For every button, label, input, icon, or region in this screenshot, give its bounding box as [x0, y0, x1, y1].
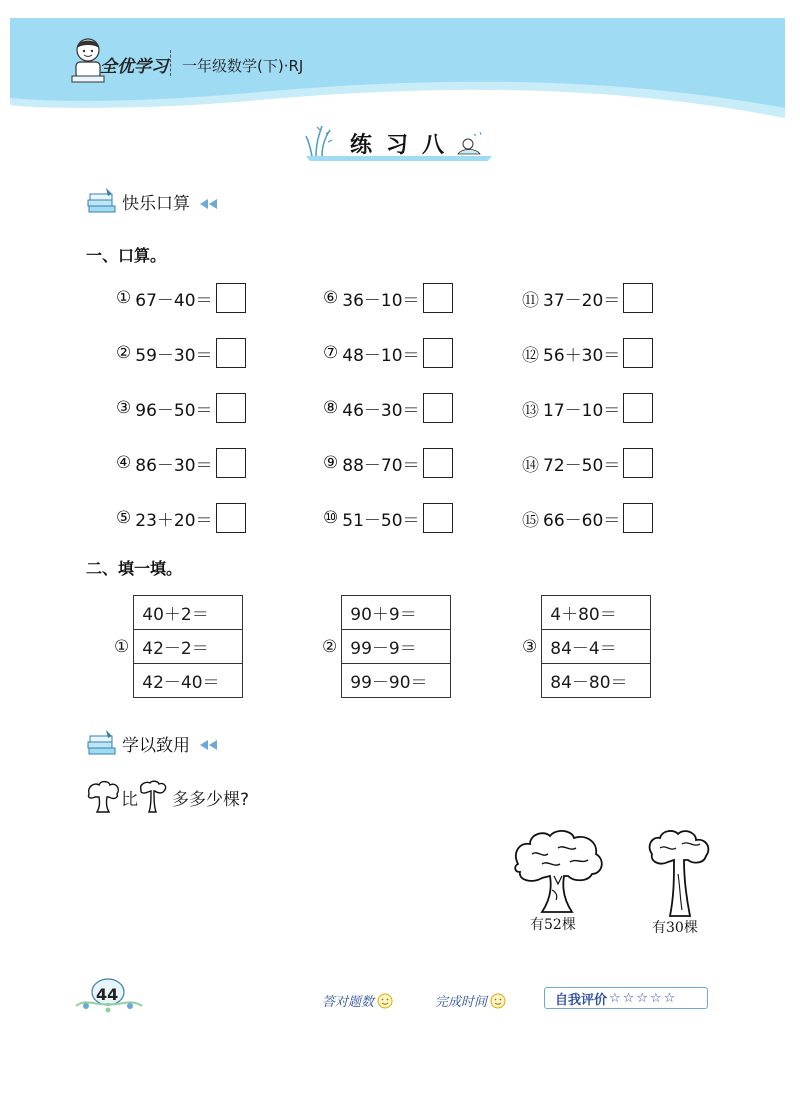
calc-column-3: [522, 282, 653, 534]
answer-box[interactable]: [623, 338, 653, 368]
completion-time-field: [435, 991, 506, 1010]
answer-box[interactable]: [216, 283, 246, 313]
fill-cell[interactable]: 99－9＝: [342, 630, 451, 664]
big-tree-caption: 有52棵: [530, 917, 576, 933]
self-evaluation-box: [544, 987, 708, 1009]
calc-expression: 48－10＝: [342, 345, 420, 366]
answer-box[interactable]: [623, 393, 653, 423]
fill-cell[interactable]: 90＋9＝: [342, 596, 451, 630]
smiley-icon: [377, 993, 393, 1009]
item-number: ⑩: [323, 508, 339, 528]
answer-box[interactable]: [423, 503, 453, 533]
calc-expression: 36－10＝: [342, 290, 420, 311]
calc-expression: 67－40＝: [135, 290, 213, 311]
group-number: ③: [522, 636, 538, 657]
item-number: ⑥: [323, 288, 339, 308]
fill-cell[interactable]: 40＋2＝: [134, 596, 243, 630]
calc-item: [323, 447, 453, 479]
calc-expression: 59－30＝: [135, 345, 213, 366]
page-number: 44: [96, 985, 119, 1004]
calc-item: [522, 392, 653, 424]
calc-expression: 88－70＝: [342, 455, 420, 476]
item-number: ③: [116, 398, 132, 418]
calc-expression: 96－50＝: [135, 400, 213, 421]
lesson-title: 练习八: [350, 133, 459, 158]
calc-item: [323, 392, 453, 424]
item-number: ⑮: [522, 510, 539, 531]
item-number: ①: [116, 288, 132, 308]
calc-item: [116, 282, 246, 314]
smiley-icon: [490, 993, 506, 1009]
section-title-quick-calc: 快乐口算: [122, 194, 190, 214]
completion-time-label: 完成时间: [435, 995, 488, 1010]
double-arrow-icon: [200, 199, 218, 209]
calc-item: [116, 337, 246, 369]
correct-count-label: 答对题数: [322, 995, 375, 1010]
answer-box[interactable]: [623, 283, 653, 313]
books-icon: [86, 728, 118, 756]
part1-title: 一、口算。: [86, 246, 167, 265]
calc-item: [116, 502, 246, 534]
fill-cell[interactable]: 42－40＝: [134, 664, 243, 698]
calc-item: [116, 447, 246, 479]
calc-item: [323, 282, 453, 314]
fill-group-3: [522, 595, 651, 698]
item-number: ⑭: [522, 455, 539, 476]
calc-expression: 51－50＝: [342, 510, 420, 531]
fill-table: [133, 595, 243, 698]
calc-expression: 56＋30＝: [543, 345, 621, 366]
calc-item: [522, 502, 653, 534]
group-number: ①: [114, 636, 130, 657]
calc-item: [116, 392, 246, 424]
book-title: 一年级数学(下)·RJ: [182, 57, 304, 75]
calc-column-1: [116, 282, 246, 534]
item-number: ⑦: [323, 343, 339, 363]
calc-item: [323, 337, 453, 369]
item-number: ⑨: [323, 453, 339, 473]
item-number: ⑫: [522, 345, 539, 366]
answer-box[interactable]: [423, 393, 453, 423]
calc-expression: 37－20＝: [543, 290, 621, 311]
double-arrow-icon: [200, 740, 218, 750]
answer-box[interactable]: [216, 503, 246, 533]
fill-cell[interactable]: 4＋80＝: [542, 596, 651, 630]
answer-box[interactable]: [423, 283, 453, 313]
fill-cell[interactable]: 99－90＝: [342, 664, 451, 698]
brand-logo-text: 全优学习: [100, 57, 168, 77]
fill-group-1: [114, 595, 243, 698]
rating-stars[interactable]: ☆☆☆☆☆: [609, 990, 678, 1006]
answer-box[interactable]: [216, 338, 246, 368]
small-tree-caption: 有30棵: [652, 920, 698, 936]
item-number: ④: [116, 453, 132, 473]
calc-item: [522, 447, 653, 479]
small-tree-illustration: [646, 830, 712, 918]
calc-expression: 72－50＝: [543, 455, 621, 476]
item-number: ⑬: [522, 400, 539, 421]
small-tree-icon: [138, 780, 168, 814]
section-title-apply: 学以致用: [122, 736, 190, 756]
word-problem: [85, 780, 249, 814]
calc-expression: 86－30＝: [135, 455, 213, 476]
correct-count-field: [322, 991, 393, 1010]
self-eval-label: 自我评价: [555, 992, 608, 1008]
compare-word: 比: [121, 789, 138, 810]
calc-expression: 66－60＝: [543, 510, 621, 531]
answer-box[interactable]: [216, 393, 246, 423]
calc-column-2: [323, 282, 453, 534]
big-tree-illustration: [512, 830, 606, 914]
answer-box[interactable]: [623, 503, 653, 533]
calc-expression: 23＋20＝: [135, 510, 213, 531]
item-number: ⑤: [116, 508, 132, 528]
group-number: ②: [322, 636, 338, 657]
part2-title: 二、填一填。: [86, 559, 183, 578]
answer-box[interactable]: [423, 448, 453, 478]
answer-box[interactable]: [216, 448, 246, 478]
calc-item: [323, 502, 453, 534]
fill-table: [541, 595, 651, 698]
fill-cell[interactable]: 84－80＝: [542, 664, 651, 698]
big-tree-icon: [85, 780, 121, 814]
fill-cell[interactable]: 84－4＝: [542, 630, 651, 664]
question-text: 多多少棵?: [172, 789, 250, 810]
calc-expression: 17－10＝: [543, 400, 621, 421]
fill-cell[interactable]: 42－2＝: [134, 630, 243, 664]
answer-box[interactable]: [623, 448, 653, 478]
item-number: ⑪: [522, 290, 539, 311]
calc-item: [522, 337, 653, 369]
item-number: ②: [116, 343, 132, 363]
header-divider: [170, 50, 172, 76]
answer-box[interactable]: [423, 338, 453, 368]
fill-table: [341, 595, 451, 698]
books-icon: [86, 186, 118, 214]
fill-group-2: [322, 595, 451, 698]
calc-expression: 46－30＝: [342, 400, 420, 421]
calc-item: [522, 282, 653, 314]
item-number: ⑧: [323, 398, 339, 418]
